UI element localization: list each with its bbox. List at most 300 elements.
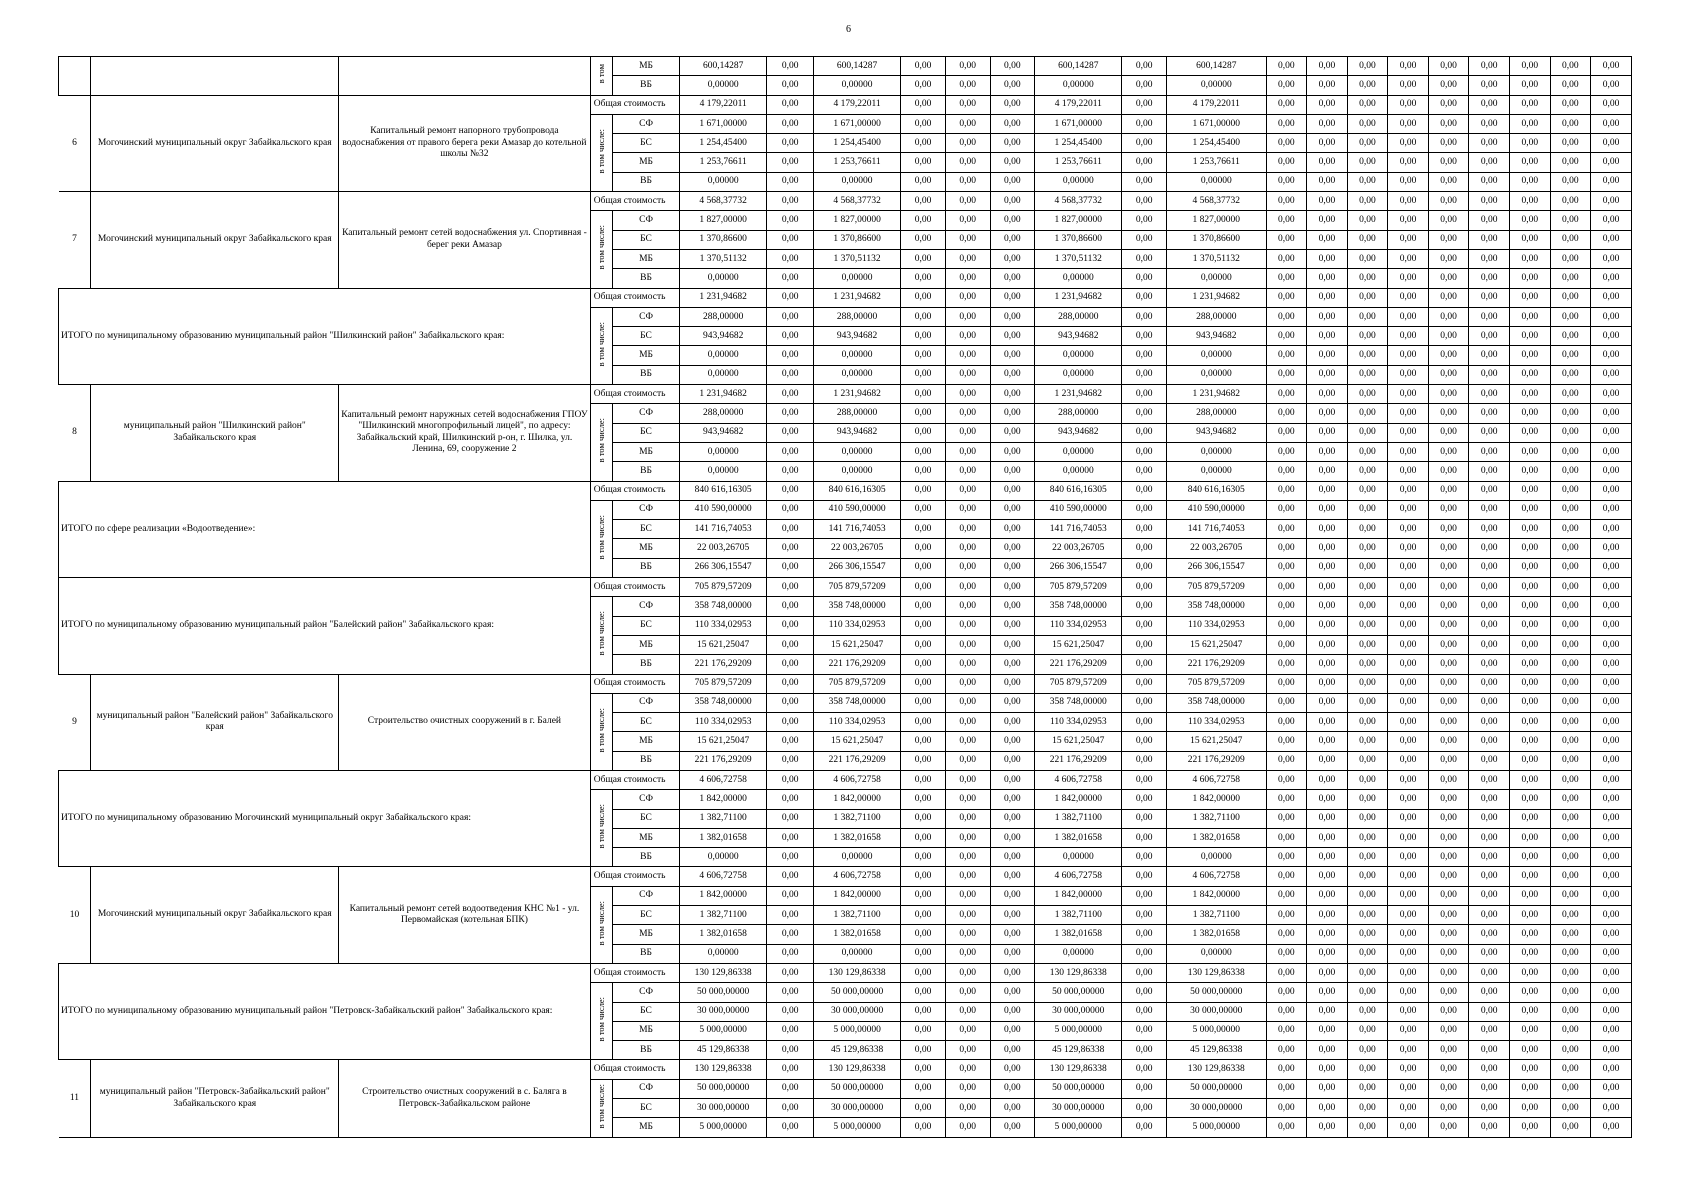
- amount-cell: 5 000,00000: [1167, 1021, 1266, 1040]
- zero-cell: 0,00: [1550, 886, 1591, 905]
- zero-cell: 0,00: [1347, 944, 1388, 963]
- amount-cell: 1 842,00000: [680, 790, 767, 809]
- amount-cell: 288,00000: [680, 307, 767, 326]
- zero-cell: 0,00: [945, 442, 990, 461]
- fund-label: МБ: [613, 442, 680, 461]
- zero-cell: 0,00: [1591, 327, 1632, 346]
- amount-cell: 1 231,94682: [813, 288, 900, 307]
- zero-cell: 0,00: [945, 1118, 990, 1137]
- amount-cell: 0,00000: [813, 269, 900, 288]
- zero-cell: 0,00: [1428, 848, 1469, 867]
- zero-cell: 0,00: [1469, 57, 1510, 76]
- zero-cell: 0,00: [1550, 616, 1591, 635]
- zero-cell: 0,00: [1509, 153, 1550, 172]
- zero-cell: 0,00: [1307, 1099, 1348, 1118]
- zero-cell: 0,00: [1428, 1118, 1469, 1137]
- zero-cell: 0,00: [1550, 500, 1591, 519]
- zero-cell: 0,00: [1347, 1079, 1388, 1098]
- zero-cell: 0,00: [1347, 346, 1388, 365]
- zero-cell: 0,00: [767, 249, 814, 268]
- amount-cell: 30 000,00000: [813, 1099, 900, 1118]
- zero-cell: 0,00: [1591, 153, 1632, 172]
- fund-label: СФ: [613, 693, 680, 712]
- zero-cell: 0,00: [1122, 288, 1167, 307]
- object-cell: Строительство очистных сооружений в с. Балягa в Петровск-Забайкальском районе: [339, 1060, 591, 1137]
- zero-cell: 0,00: [1591, 983, 1632, 1002]
- zero-cell: 0,00: [1347, 655, 1388, 674]
- zero-cell: 0,00: [767, 944, 814, 963]
- zero-cell: 0,00: [1428, 481, 1469, 500]
- zero-cell: 0,00: [1469, 520, 1510, 539]
- amount-cell: 288,00000: [1167, 307, 1266, 326]
- zero-cell: 0,00: [1509, 327, 1550, 346]
- zero-cell: 0,00: [990, 770, 1035, 789]
- amount-cell: 0,00000: [680, 462, 767, 481]
- zero-cell: 0,00: [1266, 1021, 1307, 1040]
- zero-cell: 0,00: [1347, 442, 1388, 461]
- zero-cell: 0,00: [1307, 114, 1348, 133]
- zero-cell: 0,00: [1509, 635, 1550, 654]
- zero-cell: 0,00: [901, 983, 946, 1002]
- fund-label: ВБ: [613, 944, 680, 963]
- zero-cell: 0,00: [1509, 269, 1550, 288]
- row-number: 6: [59, 95, 91, 191]
- amount-cell: 5 000,00000: [1035, 1118, 1122, 1137]
- zero-cell: 0,00: [1469, 655, 1510, 674]
- zero-cell: 0,00: [1347, 114, 1388, 133]
- amount-cell: 705 879,57209: [1035, 674, 1122, 693]
- zero-cell: 0,00: [990, 172, 1035, 191]
- zero-cell: 0,00: [1307, 539, 1348, 558]
- zero-cell: 0,00: [1122, 346, 1167, 365]
- object-cell: Капитальный ремонт сетей водоотведения КНС №1 - ул. Первомайская (котельная БПК): [339, 867, 591, 963]
- amount-cell: 0,00000: [1167, 442, 1266, 461]
- zero-cell: 0,00: [1388, 809, 1429, 828]
- fund-label: МБ: [613, 1021, 680, 1040]
- zero-cell: 0,00: [1266, 539, 1307, 558]
- zero-cell: 0,00: [1122, 732, 1167, 751]
- zero-cell: 0,00: [901, 114, 946, 133]
- zero-cell: 0,00: [1122, 848, 1167, 867]
- zero-cell: 0,00: [1509, 520, 1550, 539]
- fund-label: ВБ: [613, 751, 680, 770]
- zero-cell: 0,00: [767, 867, 814, 886]
- zero-cell: 0,00: [1347, 288, 1388, 307]
- zero-cell: 0,00: [1591, 442, 1632, 461]
- zero-cell: 0,00: [1307, 886, 1348, 905]
- amount-cell: 0,00000: [1167, 848, 1266, 867]
- zero-cell: 0,00: [1122, 462, 1167, 481]
- zero-cell: 0,00: [1591, 520, 1632, 539]
- zero-cell: 0,00: [1307, 1021, 1348, 1040]
- zero-cell: 0,00: [901, 944, 946, 963]
- zero-cell: 0,00: [1469, 925, 1510, 944]
- fund-label: ВБ: [613, 365, 680, 384]
- zero-cell: 0,00: [901, 307, 946, 326]
- zero-cell: 0,00: [945, 751, 990, 770]
- zero-cell: 0,00: [1388, 288, 1429, 307]
- zero-cell: 0,00: [1122, 76, 1167, 95]
- zero-cell: 0,00: [901, 249, 946, 268]
- zero-cell: 0,00: [1388, 481, 1429, 500]
- zero-cell: 0,00: [1428, 153, 1469, 172]
- zero-cell: 0,00: [1347, 751, 1388, 770]
- zero-cell: 0,00: [990, 732, 1035, 751]
- amount-cell: 943,94682: [1035, 423, 1122, 442]
- zero-cell: 0,00: [945, 153, 990, 172]
- zero-cell: 0,00: [1509, 500, 1550, 519]
- zero-cell: 0,00: [1591, 925, 1632, 944]
- zero-cell: 0,00: [901, 269, 946, 288]
- total-cost-label: Общая стоимость: [590, 95, 679, 114]
- zero-cell: 0,00: [945, 230, 990, 249]
- zero-cell: 0,00: [990, 828, 1035, 847]
- amount-cell: 4 606,72758: [1167, 867, 1266, 886]
- amount-cell: 0,00000: [1167, 462, 1266, 481]
- zero-cell: 0,00: [1347, 76, 1388, 95]
- amount-cell: 943,94682: [1035, 327, 1122, 346]
- zero-cell: 0,00: [1266, 1099, 1307, 1118]
- zero-cell: 0,00: [1347, 134, 1388, 153]
- zero-cell: 0,00: [1388, 1041, 1429, 1060]
- amount-cell: 0,00000: [1167, 172, 1266, 191]
- amount-cell: 1 382,71100: [680, 906, 767, 925]
- amount-cell: 110 334,02953: [680, 616, 767, 635]
- amount-cell: 0,00000: [1035, 172, 1122, 191]
- zero-cell: 0,00: [945, 57, 990, 76]
- amount-cell: 1 254,45400: [813, 134, 900, 153]
- zero-cell: 0,00: [1388, 732, 1429, 751]
- zero-cell: 0,00: [1347, 790, 1388, 809]
- zero-cell: 0,00: [1307, 76, 1348, 95]
- fund-label: СФ: [613, 500, 680, 519]
- amount-cell: 266 306,15547: [813, 558, 900, 577]
- zero-cell: 0,00: [1509, 404, 1550, 423]
- zero-cell: 0,00: [990, 500, 1035, 519]
- amount-cell: 221 176,29209: [1035, 751, 1122, 770]
- zero-cell: 0,00: [1388, 462, 1429, 481]
- fund-label: ВБ: [613, 76, 680, 95]
- zero-cell: 0,00: [901, 674, 946, 693]
- zero-cell: 0,00: [1122, 114, 1167, 133]
- vtom-label: в том числе:: [595, 611, 606, 656]
- zero-cell: 0,00: [1307, 597, 1348, 616]
- amount-cell: 943,94682: [813, 327, 900, 346]
- zero-cell: 0,00: [1307, 867, 1348, 886]
- zero-cell: 0,00: [1550, 983, 1591, 1002]
- org-cell: муниципальный район "Петровск-Забайкальский район" Забайкальского края: [91, 1060, 339, 1137]
- zero-cell: 0,00: [990, 385, 1035, 404]
- zero-cell: 0,00: [901, 385, 946, 404]
- zero-cell: 0,00: [767, 230, 814, 249]
- zero-cell: 0,00: [945, 674, 990, 693]
- table-row: [59, 481, 1632, 500]
- zero-cell: 0,00: [1388, 558, 1429, 577]
- amount-cell: 1 842,00000: [1035, 790, 1122, 809]
- amount-cell: 1 370,51132: [680, 249, 767, 268]
- zero-cell: 0,00: [1388, 1118, 1429, 1137]
- amount-cell: 4 606,72758: [813, 770, 900, 789]
- zero-cell: 0,00: [1266, 462, 1307, 481]
- zero-cell: 0,00: [1591, 346, 1632, 365]
- amount-cell: 266 306,15547: [680, 558, 767, 577]
- amount-cell: 110 334,02953: [813, 713, 900, 732]
- zero-cell: 0,00: [1469, 1099, 1510, 1118]
- zero-cell: 0,00: [1428, 539, 1469, 558]
- vtom-label: в том числе:: [595, 900, 606, 946]
- amount-cell: 943,94682: [680, 327, 767, 346]
- zero-cell: 0,00: [901, 848, 946, 867]
- fund-label: СФ: [613, 307, 680, 326]
- table-row: [59, 963, 1632, 982]
- zero-cell: 0,00: [1550, 462, 1591, 481]
- zero-cell: 0,00: [1307, 462, 1348, 481]
- zero-cell: 0,00: [1266, 1041, 1307, 1060]
- fund-label: МБ: [613, 828, 680, 847]
- amount-cell: 221 176,29209: [813, 655, 900, 674]
- zero-cell: 0,00: [1509, 211, 1550, 230]
- zero-cell: 0,00: [1469, 423, 1510, 442]
- zero-cell: 0,00: [1307, 1002, 1348, 1021]
- zero-cell: 0,00: [901, 713, 946, 732]
- zero-cell: 0,00: [767, 713, 814, 732]
- zero-cell: 0,00: [1266, 269, 1307, 288]
- zero-cell: 0,00: [1266, 520, 1307, 539]
- zero-cell: 0,00: [1428, 1099, 1469, 1118]
- amount-cell: 1 253,76611: [813, 153, 900, 172]
- zero-cell: 0,00: [1591, 404, 1632, 423]
- amount-cell: 840 616,16305: [1035, 481, 1122, 500]
- zero-cell: 0,00: [990, 1099, 1035, 1118]
- zero-cell: 0,00: [1307, 423, 1348, 442]
- zero-cell: 0,00: [1347, 828, 1388, 847]
- zero-cell: 0,00: [1388, 1099, 1429, 1118]
- amount-cell: 15 621,25047: [1035, 635, 1122, 654]
- zero-cell: 0,00: [1388, 983, 1429, 1002]
- zero-cell: 0,00: [1469, 327, 1510, 346]
- zero-cell: 0,00: [1122, 963, 1167, 982]
- zero-cell: 0,00: [1388, 520, 1429, 539]
- zero-cell: 0,00: [1591, 616, 1632, 635]
- row-number: 9: [59, 674, 91, 770]
- zero-cell: 0,00: [1266, 1002, 1307, 1021]
- zero-cell: 0,00: [990, 192, 1035, 211]
- zero-cell: 0,00: [767, 423, 814, 442]
- zero-cell: 0,00: [1388, 327, 1429, 346]
- zero-cell: 0,00: [945, 848, 990, 867]
- org-cell: муниципальный район "Шилкинский район" Забайкальского края: [91, 385, 339, 481]
- zero-cell: 0,00: [1509, 713, 1550, 732]
- zero-cell: 0,00: [1469, 95, 1510, 114]
- row-number: 10: [59, 867, 91, 963]
- zero-cell: 0,00: [1307, 307, 1348, 326]
- amount-cell: 30 000,00000: [680, 1002, 767, 1021]
- zero-cell: 0,00: [1509, 867, 1550, 886]
- amount-cell: 358 748,00000: [1167, 597, 1266, 616]
- zero-cell: 0,00: [1307, 983, 1348, 1002]
- zero-cell: 0,00: [1122, 770, 1167, 789]
- amount-cell: 1 231,94682: [1035, 288, 1122, 307]
- org-cell: Могочинский муниципальный округ Забайкальского края: [91, 192, 339, 288]
- zero-cell: 0,00: [1591, 867, 1632, 886]
- amount-cell: 110 334,02953: [1035, 713, 1122, 732]
- amount-cell: 600,14287: [813, 57, 900, 76]
- zero-cell: 0,00: [901, 751, 946, 770]
- zero-cell: 0,00: [1122, 558, 1167, 577]
- amount-cell: 1 231,94682: [1035, 385, 1122, 404]
- zero-cell: 0,00: [1591, 211, 1632, 230]
- zero-cell: 0,00: [1469, 886, 1510, 905]
- amount-cell: 4 568,37732: [1167, 192, 1266, 211]
- zero-cell: 0,00: [1122, 385, 1167, 404]
- zero-cell: 0,00: [1550, 558, 1591, 577]
- zero-cell: 0,00: [901, 404, 946, 423]
- zero-cell: 0,00: [945, 1060, 990, 1079]
- zero-cell: 0,00: [1591, 809, 1632, 828]
- zero-cell: 0,00: [945, 1021, 990, 1040]
- zero-cell: 0,00: [1591, 481, 1632, 500]
- zero-cell: 0,00: [1591, 114, 1632, 133]
- zero-cell: 0,00: [1509, 57, 1550, 76]
- zero-cell: 0,00: [990, 1079, 1035, 1098]
- zero-cell: 0,00: [1388, 674, 1429, 693]
- amount-cell: 50 000,00000: [813, 1079, 900, 1098]
- zero-cell: 0,00: [1307, 848, 1348, 867]
- amount-cell: 1 827,00000: [680, 211, 767, 230]
- zero-cell: 0,00: [1347, 963, 1388, 982]
- zero-cell: 0,00: [1509, 809, 1550, 828]
- zero-cell: 0,00: [990, 230, 1035, 249]
- zero-cell: 0,00: [990, 635, 1035, 654]
- amount-cell: 1 231,94682: [1167, 385, 1266, 404]
- zero-cell: 0,00: [1428, 674, 1469, 693]
- amount-cell: 705 879,57209: [680, 674, 767, 693]
- zero-cell: 0,00: [1469, 1060, 1510, 1079]
- zero-cell: 0,00: [945, 211, 990, 230]
- vtom-cell: [590, 886, 612, 963]
- zero-cell: 0,00: [1307, 249, 1348, 268]
- amount-cell: 30 000,00000: [1035, 1099, 1122, 1118]
- fund-label: ВБ: [613, 848, 680, 867]
- zero-cell: 0,00: [1347, 385, 1388, 404]
- zero-cell: 0,00: [1428, 1060, 1469, 1079]
- amount-cell: 1 382,71100: [1035, 809, 1122, 828]
- zero-cell: 0,00: [1266, 134, 1307, 153]
- zero-cell: 0,00: [1347, 906, 1388, 925]
- fund-label: ВБ: [613, 1041, 680, 1060]
- zero-cell: 0,00: [1428, 944, 1469, 963]
- amount-cell: 0,00000: [813, 76, 900, 95]
- zero-cell: 0,00: [1469, 616, 1510, 635]
- zero-cell: 0,00: [1266, 346, 1307, 365]
- fund-label: МБ: [613, 635, 680, 654]
- amount-cell: 840 616,16305: [680, 481, 767, 500]
- zero-cell: 0,00: [1591, 1079, 1632, 1098]
- zero-cell: 0,00: [1428, 809, 1469, 828]
- zero-cell: 0,00: [1388, 134, 1429, 153]
- zero-cell: 0,00: [1469, 674, 1510, 693]
- amount-cell: 1 253,76611: [680, 153, 767, 172]
- table-row: [59, 192, 1632, 211]
- amount-cell: 705 879,57209: [1167, 578, 1266, 597]
- zero-cell: 0,00: [945, 558, 990, 577]
- zero-cell: 0,00: [1347, 520, 1388, 539]
- object-cell: Капитальный ремонт сетей водоснабжения ул. Спортивная - берег реки Амазар: [339, 192, 591, 288]
- zero-cell: 0,00: [1591, 963, 1632, 982]
- amount-cell: 266 306,15547: [1035, 558, 1122, 577]
- zero-cell: 0,00: [1388, 442, 1429, 461]
- amount-cell: 15 621,25047: [680, 732, 767, 751]
- amount-cell: 1 671,00000: [1035, 114, 1122, 133]
- zero-cell: 0,00: [1428, 114, 1469, 133]
- zero-cell: 0,00: [1388, 172, 1429, 191]
- zero-cell: 0,00: [901, 635, 946, 654]
- zero-cell: 0,00: [1469, 944, 1510, 963]
- zero-cell: 0,00: [1388, 790, 1429, 809]
- zero-cell: 0,00: [1591, 76, 1632, 95]
- amount-cell: 1 382,01658: [680, 828, 767, 847]
- zero-cell: 0,00: [1509, 172, 1550, 191]
- amount-cell: 1 842,00000: [1035, 886, 1122, 905]
- zero-cell: 0,00: [1122, 57, 1167, 76]
- zero-cell: 0,00: [1591, 385, 1632, 404]
- zero-cell: 0,00: [1388, 539, 1429, 558]
- zero-cell: 0,00: [767, 790, 814, 809]
- zero-cell: 0,00: [767, 886, 814, 905]
- amount-cell: 1 842,00000: [680, 886, 767, 905]
- amount-cell: 1 842,00000: [1167, 790, 1266, 809]
- amount-cell: 358 748,00000: [813, 597, 900, 616]
- zero-cell: 0,00: [1550, 597, 1591, 616]
- zero-cell: 0,00: [990, 442, 1035, 461]
- zero-cell: 0,00: [1307, 269, 1348, 288]
- zero-cell: 0,00: [1307, 1060, 1348, 1079]
- zero-cell: 0,00: [990, 925, 1035, 944]
- zero-cell: 0,00: [1550, 867, 1591, 886]
- zero-cell: 0,00: [1550, 963, 1591, 982]
- zero-cell: 0,00: [1266, 500, 1307, 519]
- amount-cell: 0,00000: [813, 365, 900, 384]
- itogo-label: ИТОГО по муниципальному образованию муниципальный район "Балейский район" Забайкальского края:: [59, 578, 591, 674]
- zero-cell: 0,00: [1347, 1118, 1388, 1137]
- zero-cell: 0,00: [1388, 848, 1429, 867]
- zero-cell: 0,00: [1122, 1118, 1167, 1137]
- zero-cell: 0,00: [1591, 539, 1632, 558]
- zero-cell: 0,00: [1550, 114, 1591, 133]
- zero-cell: 0,00: [767, 751, 814, 770]
- zero-cell: 0,00: [1122, 153, 1167, 172]
- zero-cell: 0,00: [945, 867, 990, 886]
- zero-cell: 0,00: [1509, 192, 1550, 211]
- zero-cell: 0,00: [901, 442, 946, 461]
- zero-cell: 0,00: [945, 983, 990, 1002]
- zero-cell: 0,00: [1550, 944, 1591, 963]
- total-cost-label: Общая стоимость: [590, 192, 679, 211]
- zero-cell: 0,00: [945, 713, 990, 732]
- amount-cell: 110 334,02953: [813, 616, 900, 635]
- zero-cell: 0,00: [990, 674, 1035, 693]
- zero-cell: 0,00: [945, 925, 990, 944]
- zero-cell: 0,00: [767, 1041, 814, 1060]
- fund-label: БС: [613, 423, 680, 442]
- amount-cell: 1 382,01658: [1035, 925, 1122, 944]
- zero-cell: 0,00: [945, 76, 990, 95]
- zero-cell: 0,00: [1428, 288, 1469, 307]
- table-row: [59, 674, 1632, 693]
- zero-cell: 0,00: [1266, 713, 1307, 732]
- zero-cell: 0,00: [767, 365, 814, 384]
- amount-cell: 141 716,74053: [680, 520, 767, 539]
